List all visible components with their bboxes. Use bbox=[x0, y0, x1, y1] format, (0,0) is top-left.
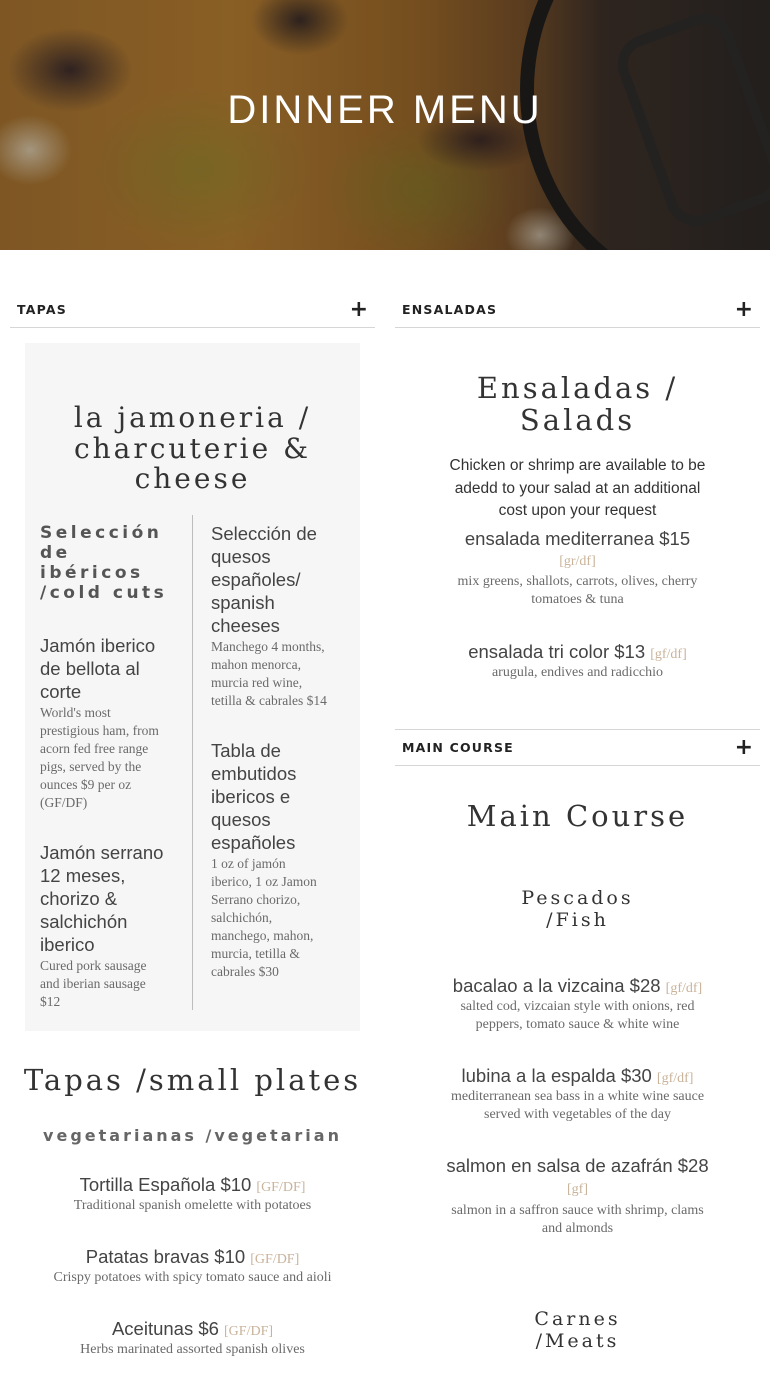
charcuterie-heading: la jamoneria / charcuterie & cheese bbox=[73, 401, 312, 495]
menu-item bbox=[395, 1064, 760, 1124]
item-title: ensalada tri color $13 bbox=[468, 641, 646, 662]
main-course-accordion-header[interactable] bbox=[395, 729, 760, 766]
hero-banner bbox=[0, 0, 770, 250]
item-title: ensalada mediterranea $15 bbox=[464, 528, 691, 549]
item-title: lubina a la espalda $30 bbox=[461, 1065, 652, 1086]
item-description: World's most prestigious ham, from acorn fed free range pigs, served by the ounces $9 per oz (GF/DF) bbox=[40, 705, 159, 810]
item-tag: [GF/DF] bbox=[256, 1180, 306, 1195]
item-description: arugula, endives and radicchio bbox=[491, 665, 664, 680]
item-description: Traditional spanish omelette with potatoes bbox=[73, 1198, 312, 1213]
item-description: Cured pork sausage and iberian sausage $12 bbox=[40, 958, 147, 1009]
salad-protein-note: Chicken or shrimp are available to be adedd to your salad at an additional cost upon your request bbox=[449, 457, 706, 519]
item-description: 1 oz of jamón iberico, 1 oz Jamon Serrano chorizo, salchichón, manchego, mahon, murcia, tetilla & cabrales $30 bbox=[211, 856, 317, 979]
item-title: Tabla de embutidos ibericos e quesos españoles bbox=[211, 740, 297, 853]
item-title: Tortilla Española $10 bbox=[79, 1174, 252, 1195]
menu-item bbox=[395, 974, 760, 1034]
item-title: salmon en salsa de azafrán $28 bbox=[446, 1155, 709, 1176]
ensaladas-heading: Ensaladas / Salads bbox=[476, 371, 679, 437]
ensaladas-expand-icon[interactable]: + bbox=[734, 296, 753, 322]
ensaladas-section-title: ENSALADAS bbox=[402, 302, 498, 317]
menu-item bbox=[395, 640, 760, 682]
main-course-heading: Main Course bbox=[466, 799, 689, 833]
item-tag: [gf/df] bbox=[656, 1071, 694, 1086]
item-tag: [GF/DF] bbox=[224, 1324, 274, 1339]
item-description: Manchego 4 months, mahon menorca, murcia red wine, tetilla & cabrales $14 bbox=[211, 639, 327, 708]
item-description: salmon in a saffron sauce with shrimp, clams and almonds bbox=[451, 1203, 704, 1236]
ensaladas-accordion-header[interactable] bbox=[395, 292, 760, 328]
page-title: DINNER MENU bbox=[227, 88, 543, 132]
item-tag: [gr/df] bbox=[559, 554, 596, 569]
item-description: mediterranean sea bass in a white wine sauce served with vegetables of the day bbox=[450, 1089, 705, 1122]
cold-cuts-column bbox=[40, 523, 185, 603]
item-title: bacalao a la vizcaina $28 bbox=[452, 975, 661, 996]
menu-item bbox=[395, 1154, 760, 1238]
item-title: Jamón iberico de bellota al corte bbox=[40, 635, 156, 702]
item-title: Jamón serrano 12 meses, chorizo & salchichón iberico bbox=[40, 842, 164, 955]
tapas-expand-icon[interactable]: + bbox=[349, 296, 368, 322]
item-tag: [gf/df] bbox=[665, 981, 703, 996]
menu-item bbox=[10, 1245, 375, 1287]
item-description: mix greens, shallots, carrots, olives, cherry tomatoes & tuna bbox=[457, 574, 698, 607]
menu-item bbox=[10, 1317, 375, 1359]
meats-subheading: Carnes /Meats bbox=[534, 1308, 621, 1352]
item-description: Herbs marinated assorted spanish olives bbox=[80, 1342, 305, 1357]
menu-item bbox=[10, 1173, 375, 1215]
main-course-section-title: MAIN COURSE bbox=[402, 740, 514, 755]
menu-item bbox=[211, 739, 356, 981]
tapas-section-title: TAPAS bbox=[17, 302, 67, 317]
menu-item bbox=[40, 634, 190, 812]
item-title: Selección de quesos españoles/ spanish cheeses bbox=[211, 523, 317, 636]
cold-cuts-category: Selección de ibéricos /cold cuts bbox=[40, 523, 168, 603]
menu-item bbox=[211, 522, 356, 710]
item-tag: [gf/df] bbox=[650, 647, 687, 662]
tapas-heading: Tapas /small plates bbox=[23, 1063, 362, 1097]
main-course-expand-icon[interactable]: + bbox=[734, 734, 753, 760]
item-tag: [GF/DF] bbox=[250, 1252, 300, 1267]
menu-item bbox=[40, 841, 190, 1011]
tapas-accordion-header[interactable] bbox=[10, 292, 375, 328]
item-description: Crispy potatoes with spicy tomato sauce and aioli bbox=[53, 1270, 332, 1285]
vegetarian-subheading: vegetarianas /vegetarian bbox=[43, 1126, 342, 1145]
item-title: Aceitunas $6 bbox=[111, 1318, 219, 1339]
item-tag: [gf] bbox=[567, 1182, 588, 1197]
menu-item bbox=[395, 527, 760, 609]
column-divider bbox=[192, 515, 193, 1010]
item-description: salted cod, vizcaian style with onions, red peppers, tomato sauce & white wine bbox=[460, 999, 695, 1032]
fish-subheading: Pescados /Fish bbox=[521, 887, 634, 931]
item-title: Patatas bravas $10 bbox=[85, 1246, 246, 1267]
